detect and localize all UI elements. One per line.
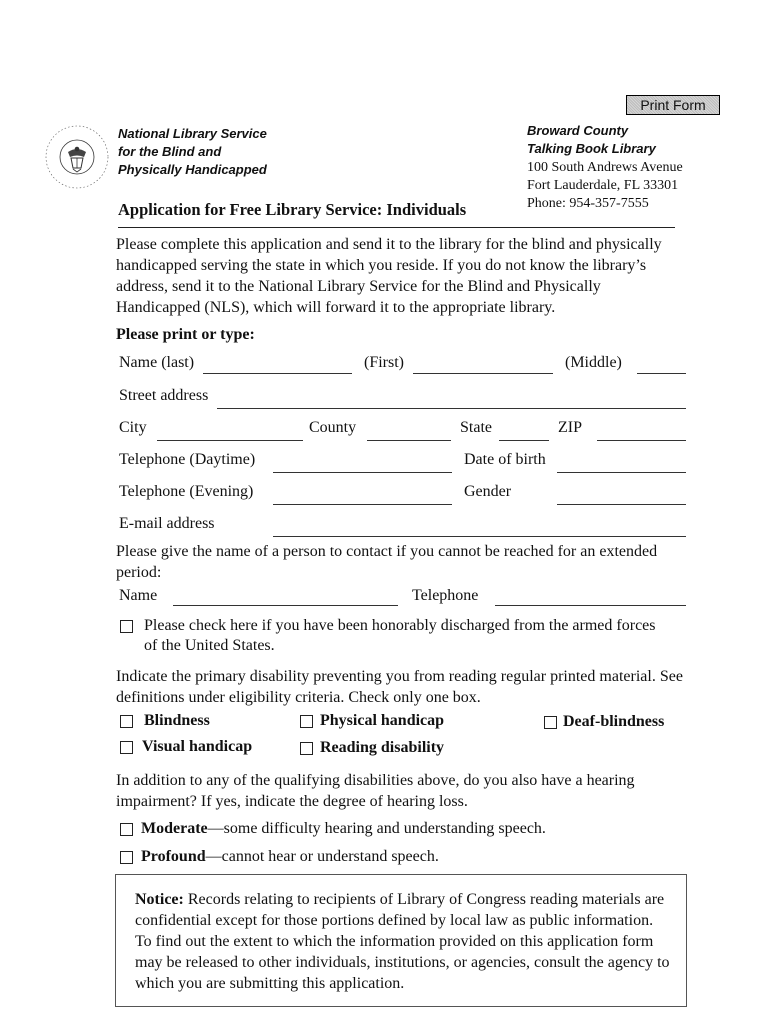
state-label: State (460, 419, 492, 436)
library-name-line: Broward County (527, 123, 629, 138)
physical-handicap-checkbox[interactable] (300, 715, 313, 728)
veteran-text-line2: of the United States. (144, 637, 275, 654)
dob-field[interactable] (557, 472, 686, 473)
library-address (527, 159, 683, 213)
blindness-checkbox[interactable] (120, 715, 133, 728)
nls-line: National Library Service (118, 126, 267, 141)
profound-label: Profound (141, 848, 206, 865)
intro-paragraph: Please complete this application and send it to the library for the blind and physically handicapped serving the state in which you reside. If you do not know the library’s address, send it to the National Library Service for the Blind and Physically Handicapped (NLS), which will forward it to the appropriate library. (116, 236, 662, 316)
nls-line: for the Blind and (118, 144, 222, 159)
city-label: City (119, 419, 147, 436)
profound-checkbox[interactable] (120, 851, 133, 864)
library-of-congress-seal-icon (44, 124, 110, 190)
email-field[interactable] (273, 536, 686, 537)
tel-evening-field[interactable] (273, 504, 452, 505)
tel-evening-label: Telephone (Evening) (119, 483, 254, 500)
gender-field[interactable] (557, 504, 686, 505)
zip-label: ZIP (558, 419, 582, 436)
veteran-checkbox[interactable] (120, 620, 133, 633)
dob-label: Date of birth (464, 451, 546, 468)
middle-name-field[interactable] (637, 373, 686, 374)
disability-prompt: Indicate the primary disability preventing you from reading regular printed material. See definitions under eligibility criteria. Check only one box. (116, 668, 683, 706)
contact-name-label: Name (119, 587, 158, 604)
city-field[interactable] (157, 440, 303, 441)
moderate-checkbox[interactable] (120, 823, 133, 836)
tel-daytime-label: Telephone (Daytime) (119, 451, 256, 468)
phone-line: Phone: 954-357-7555 (527, 196, 649, 211)
visual-handicap-checkbox[interactable] (120, 741, 133, 754)
contact-telephone-label: Telephone (412, 587, 479, 604)
deaf-blindness-checkbox[interactable] (544, 716, 557, 729)
nls-line: Physically Handicapped (118, 162, 267, 177)
blindness-label: Blindness (144, 712, 210, 729)
tel-daytime-field[interactable] (273, 472, 452, 473)
nls-name (118, 125, 267, 179)
gender-label: Gender (464, 483, 512, 500)
notice-label: Notice: (135, 891, 184, 908)
zip-field[interactable] (597, 440, 686, 441)
reading-disability-checkbox[interactable] (300, 742, 313, 755)
deaf-blindness-label: Deaf-blindness (563, 713, 665, 730)
contact-telephone-field[interactable] (495, 605, 686, 606)
contact-name-field[interactable] (173, 605, 398, 606)
moderate-description: —some difficulty hearing and understanding speech. (207, 820, 546, 837)
email-label: E-mail address (119, 515, 215, 532)
print-form-button[interactable]: Print Form (626, 95, 720, 115)
library-name-line: Talking Book Library (527, 141, 656, 156)
notice-text: Records relating to recipients of Library of Congress reading materials are confidential except for those portions defined by local law as public information. To find out the extent to which the information provided on this application form may be released to other individuals, institutions, or agencies, consult the agency to which you are submitting this application. (135, 891, 670, 992)
name-last-label: Name (last) (119, 354, 195, 371)
name-last-field[interactable] (203, 373, 352, 374)
print-instruction: Please print or type: (116, 326, 255, 343)
library-name (527, 122, 656, 158)
county-label: County (309, 419, 357, 436)
veteran-text-line1: Please check here if you have been honorably discharged from the armed forces (144, 617, 656, 634)
county-field[interactable] (367, 440, 451, 441)
address-line: Fort Lauderdale, FL 33301 (527, 178, 679, 193)
hearing-prompt: In addition to any of the qualifying disabilities above, do you also have a hearing impairment? If yes, indicate the degree of hearing loss. (116, 772, 635, 810)
middle-name-label: (Middle) (565, 354, 622, 371)
notice-box (115, 874, 687, 1007)
physical-handicap-label: Physical handicap (320, 712, 445, 729)
state-field[interactable] (499, 440, 549, 441)
profound-description: —cannot hear or understand speech. (205, 848, 439, 865)
form-title: Application for Free Library Service: Individuals (118, 200, 467, 219)
title-rule (118, 227, 675, 228)
street-field[interactable] (217, 408, 686, 409)
visual-handicap-label: Visual handicap (142, 738, 253, 755)
profound-option (141, 847, 439, 867)
contact-prompt: Please give the name of a person to contact if you cannot be reached for an extended period: (116, 543, 658, 581)
first-name-label: (First) (364, 354, 404, 371)
moderate-option (141, 819, 546, 839)
moderate-label: Moderate (141, 820, 208, 837)
address-line: 100 South Andrews Avenue (527, 160, 683, 175)
street-label: Street address (119, 387, 209, 404)
reading-disability-label: Reading disability (320, 739, 445, 756)
first-name-field[interactable] (413, 373, 553, 374)
